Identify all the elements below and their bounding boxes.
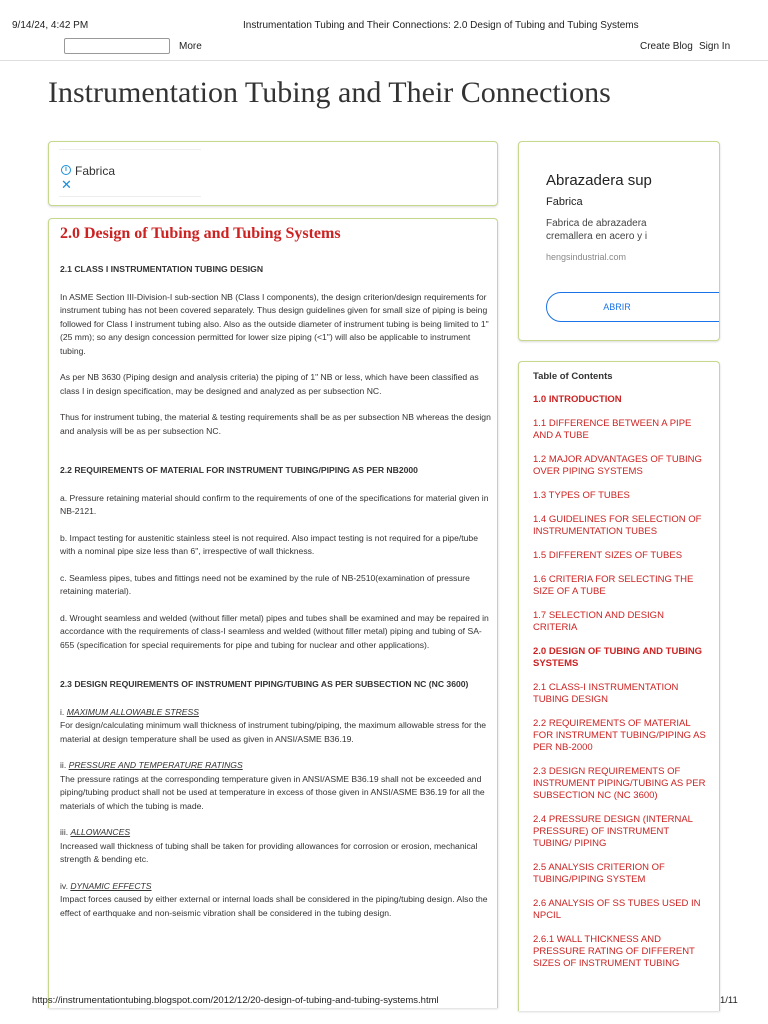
toc-item[interactable]: 1.1 DIFFERENCE BETWEEN A PIPE AND A TUBE	[533, 418, 692, 441]
print-datetime: 9/14/24, 4:42 PM	[12, 20, 89, 31]
navbar-divider	[0, 60, 768, 61]
subsection-title: PRESSURE AND TEMPERATURE RATINGS	[68, 760, 243, 770]
subsection-heading	[60, 880, 495, 894]
top-ad-panel	[48, 141, 498, 206]
print-page-title: Instrumentation Tubing and Their Connections: 2.0 Design of Tubing and Tubing Systems	[243, 20, 639, 31]
toc-item[interactable]: 1.6 CRITERIA FOR SELECTING THE SIZE OF A TUBE	[533, 574, 694, 597]
side-ad-open-button[interactable]	[546, 292, 720, 322]
create-blog-link[interactable]: Create Blog	[640, 41, 693, 52]
print-header	[0, 0, 768, 36]
toc-item[interactable]: 1.4 GUIDELINES FOR SELECTION OF INSTRUMENTATION TUBES	[533, 514, 702, 537]
info-icon[interactable]: i	[61, 165, 71, 175]
sign-in-link[interactable]: Sign In	[699, 41, 731, 52]
print-url: https://instrumentationtubing.blogspot.com/2012/12/20-design-of-tubing-and-tubing-systems.html	[32, 995, 439, 1006]
toc-item[interactable]: 2.6 ANALYSIS OF SS TUBES USED IN NPCIL	[533, 898, 701, 921]
side-ad-open-label: ABRIR	[603, 302, 631, 312]
toc-title: Table of Contents	[533, 371, 613, 382]
toc-item[interactable]: 2.0 DESIGN OF TUBING AND TUBING SYSTEMS	[533, 646, 703, 669]
side-ad-headline[interactable]: Abrazadera sup	[546, 172, 652, 189]
section-2-2-item: b. Impact testing for austenitic stainless steel is not required. Also impact testing is not required for a pipe/tube with a nominal pipe size less than 6", irrespective of wall thickness.	[60, 532, 478, 556]
navbar-search-input[interactable]	[64, 38, 170, 54]
section-2-1-paragraph: As per NB 3630 (Piping design and analysis criteria) the piping of 1" NB or less, which have been classified as class I in design specification, may be designed and analyzed as per subsection NC.	[60, 372, 479, 396]
toc-item[interactable]: 1.0 INTRODUCTION	[533, 394, 622, 405]
side-ad-panel[interactable]	[518, 141, 720, 341]
section-2-2-item: d. Wrought seamless and welded (without filler metal) pipes and tubes shall be examined and may be repaired in accordance with the requirements of class-I seamless and welded (without filler metal) piping and tubing of SA-655 (specification for special requirements for pipe and tubing for nuclear and other applications).	[60, 612, 489, 650]
post-body	[60, 263, 495, 920]
toc-item[interactable]: 1.3 TYPES OF TUBES	[533, 490, 630, 501]
subsection-title: MAXIMUM ALLOWABLE STRESS	[66, 706, 199, 717]
more-link[interactable]: More	[179, 41, 202, 52]
post-title: 2.0 Design of Tubing and Tubing Systems	[60, 225, 341, 242]
section-2-2-item: a. Pressure retaining material should confirm to the requirements of one of the specifications for material given in NB-2121.	[60, 492, 489, 516]
toc-item[interactable]: 2.1 CLASS-I INSTRUMENTATION TUBING DESIGN	[533, 682, 679, 705]
toc-item[interactable]: 1.7 SELECTION AND DESIGN CRITERIA	[533, 610, 664, 633]
print-page-number: 1/11	[720, 995, 738, 1006]
subsection-number: ii.	[60, 760, 69, 770]
side-ad-description-line: Fabrica de abrazadera	[546, 218, 647, 229]
section-2-1-paragraph: Thus for instrument tubing, the material & testing requirements shall be as per subsection NB whereas the design and analysis will be as per subsection NC.	[60, 412, 491, 436]
subsection-heading	[60, 826, 495, 840]
section-2-2-heading: 2.2 REQUIREMENTS OF MATERIAL FOR INSTRUMENT TUBING/PIPING AS PER NB2000	[60, 465, 418, 475]
subsection-title: ALLOWANCES	[70, 827, 131, 837]
print-footer	[0, 995, 768, 1015]
top-ad-label[interactable]: Fabrica	[75, 164, 116, 178]
subsection-text: The pressure ratings at the corresponding temperature given in ANSI/ASME B36.19 shall not be exceeded and piping/tubing product shall not be used at temperature in excess of those given in ANSI/ASME B36.19 for all the materials of which the tubing is made.	[60, 773, 485, 811]
side-ad-brand[interactable]: Fabrica	[546, 196, 583, 208]
section-2-2-item: c. Seamless pipes, tubes and fittings need not be examined by the rule of NB-2510(examination of pressure retaining material).	[60, 572, 470, 596]
subsection-title: DYNAMIC EFFECTS	[70, 880, 152, 891]
side-ad-description-line: cremallera en acero y i	[546, 231, 648, 242]
section-2-3-heading: 2.3 DESIGN REQUIREMENTS OF INSTRUMENT PIPING/TUBING AS PER SUBSECTION NC (NC 3600)	[60, 679, 469, 689]
table-of-contents-panel	[518, 361, 720, 1011]
top-ad-banner[interactable]	[59, 149, 201, 197]
subsection-number: i.	[60, 706, 67, 717]
subsection-heading	[60, 759, 495, 773]
toc-list	[533, 394, 709, 982]
subsection-heading	[60, 706, 495, 720]
subsection-text: For design/calculating minimum wall thickness of instrument tubing/piping, the maximum allowable stress for the material at design temperature shall be used as given in ANSI/ASME B36.19.	[60, 720, 487, 744]
section-2-1-paragraph: In ASME Section III-Division-I sub-section NB (Class I components), the design criterion/design requirements for instrument tubing has not been covered separately. Thus design guidelines given for small size of piping is being followed for Class I instrument tubing also. Also as the outside diameter of instrument tubing is being limited to 1" (25 mm); so any design concession permitted for lower size piping (<1") will also be applicable to instrument tubing.	[60, 291, 489, 356]
toc-item[interactable]: 2.6.1 WALL THICKNESS AND PRESSURE RATING OF DIFFERENT SIZES OF INSTRUMENT TUBING	[533, 934, 695, 969]
close-icon[interactable]: ✕	[61, 177, 72, 192]
toc-item[interactable]: 1.5 DIFFERENT SIZES OF TUBES	[533, 550, 683, 561]
side-ad-url[interactable]: hengsindustrial.com	[546, 252, 627, 262]
subsection-text: Impact forces caused by either external or internal loads shall be considered in the piping/tubing design. Also the effect of earthquake and non-seismic vibration shall be considered in the tubing design.	[60, 894, 488, 918]
toc-item[interactable]: 1.2 MAJOR ADVANTAGES OF TUBING OVER PIPING SYSTEMS	[533, 454, 702, 477]
blog-title[interactable]: Instrumentation Tubing and Their Connections	[48, 76, 611, 109]
post-panel	[48, 218, 498, 1008]
section-2-1-heading: 2.1 CLASS I INSTRUMENTATION TUBING DESIGN	[60, 264, 264, 274]
toc-item[interactable]: 2.5 ANALYSIS CRITERION OF TUBING/PIPING SYSTEM	[533, 862, 665, 885]
toc-item[interactable]: 2.4 PRESSURE DESIGN (INTERNAL PRESSURE) OF INSTRUMENT TUBING/ PIPING	[533, 814, 693, 849]
side-ad-description	[546, 217, 647, 243]
subsection-text: Increased wall thickness of tubing shall be taken for providing allowances for corrosion or erosion, mechanical strength & bending etc.	[60, 840, 478, 864]
toc-item[interactable]: 2.2 REQUIREMENTS OF MATERIAL FOR INSTRUMENT TUBING/PIPING AS PER NB-2000	[533, 718, 706, 753]
toc-item[interactable]: 2.3 DESIGN REQUIREMENTS OF INSTRUMENT PIPING/TUBING AS PER SUBSECTION NC (NC 3600)	[533, 766, 706, 801]
subsection-number: iii.	[60, 827, 71, 837]
blogger-navbar	[0, 38, 768, 58]
subsection-number: iv.	[60, 880, 71, 891]
